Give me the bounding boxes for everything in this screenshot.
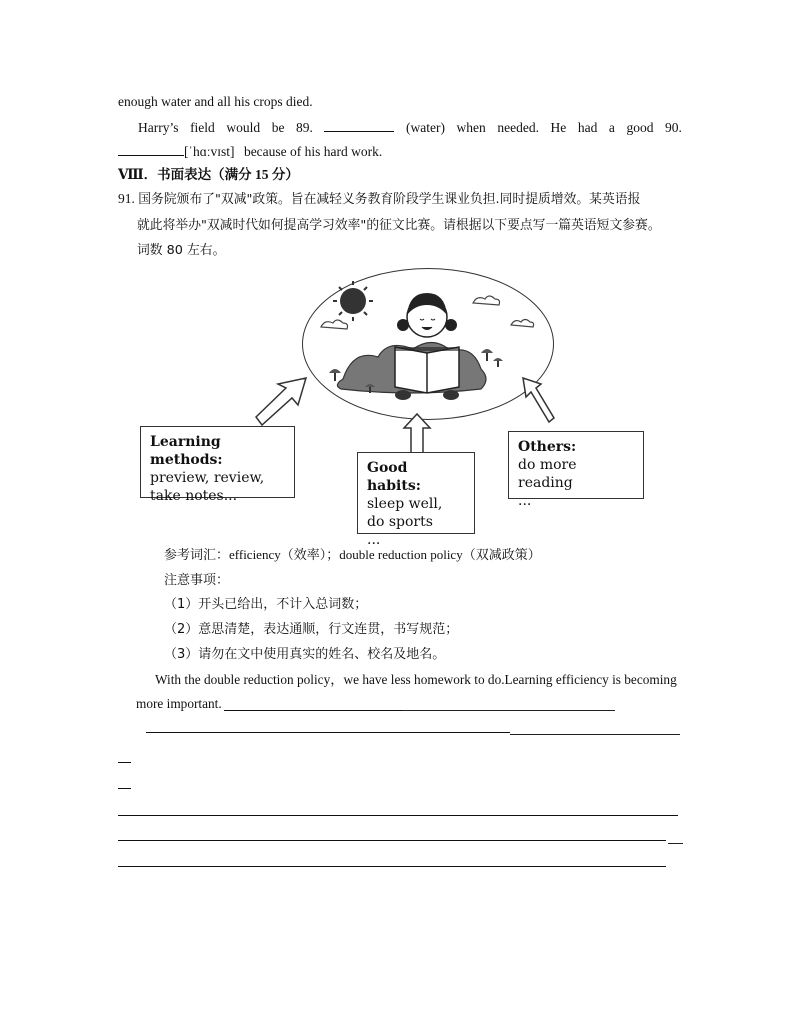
passage-word: needed. [497,120,539,135]
writing-line[interactable] [668,843,683,844]
vocab-line [164,546,541,564]
learning-methods-line-1: preview, review, [150,470,265,486]
passage-line-1-text: enough water and all his crops died. [118,94,313,109]
essay-start-line-2-text: more important. [136,696,222,711]
others-line-2: ... [518,493,532,509]
passage-word: good [626,120,654,135]
illustration-ellipse [302,268,554,420]
note-item-1-text: （1）开头已给出，不计入总词数； [164,597,368,612]
passage-word: Harry’s [138,120,179,135]
passage-word: had [577,120,598,135]
question-number-89: 89. [296,120,313,135]
girl-reading-illustration [303,269,551,417]
q91-line-1-text: 国务院颁布了"双减"政策。旨在减轻义务教育阶段学生课业负担.同时提质增效。某英语报 [138,192,641,207]
others-box [508,431,644,509]
passage-line-1 [118,93,313,111]
note-item-3 [164,645,445,664]
arrow-left-icon [256,378,306,425]
learning-methods-line-2: take notes... [150,488,238,504]
good-habits-box [357,452,475,548]
q91-line-3 [137,241,225,260]
essay-start-line-1-text: With the double reduction policy，we have less homework to do.Learning efficiency is becoming [155,672,677,687]
good-habits-line-1: sleep well, [367,496,443,512]
passage-word: a [608,120,615,135]
q91-line-2-text: 就此将举办"双减时代如何提高学习效率"的征文比赛。请根据以下要点写一篇英语短文参赛。 [137,218,661,233]
writing-line[interactable] [146,732,510,733]
writing-line[interactable] [118,815,678,816]
note-item-3-text: （3）请勿在文中使用真实的姓名、校名及地名。 [164,647,446,662]
others-heading: Others: [518,439,577,455]
passage-word: He [550,120,567,135]
sun-icon [333,281,373,321]
writing-line[interactable] [402,710,615,711]
q91-line-3-text: 词数 80 左右。 [137,243,226,258]
notes-heading-text: 注意事项： [164,573,230,588]
phonetic-hint: [ˈhɑːvɪst] [184,144,235,159]
writing-line[interactable] [224,710,402,711]
hint-word: (water) [406,120,445,135]
passage-word: be [271,120,285,135]
good-habits-heading: Good habits: [367,460,421,494]
passage-word: field [190,120,215,135]
answer-blank-90[interactable] [118,142,184,156]
answer-blank-89[interactable] [324,118,394,132]
writing-line[interactable] [118,866,666,867]
q91-line-2 [137,216,661,235]
writing-line[interactable] [118,762,131,763]
note-item-2-text: （2）意思清楚，表达通顺，行文连贯，书写规范； [164,622,459,637]
essay-start-line-1 [155,671,677,689]
passage-line-2 [138,118,682,137]
essay-start-line-2 [136,695,222,713]
writing-line[interactable] [510,734,680,735]
note-item-1 [164,595,367,614]
others-line-1: do more reading [518,457,577,491]
note-item-2 [164,620,458,639]
section-title-text: Ⅷ．书面表达（满分 15 分） [118,167,299,182]
section-title [118,166,299,184]
learning-methods-heading: Learning methods: [150,434,223,468]
passage-word: when [456,120,486,135]
q91-line-1 [118,190,640,209]
good-habits-line-3: ... [367,532,381,548]
q91-number: 91. [118,191,135,206]
passage-line-3-text: because of his hard work. [243,144,383,159]
writing-line[interactable] [118,788,131,789]
passage-word: would [226,120,261,135]
writing-line[interactable] [118,840,666,841]
passage-line-3 [118,142,382,161]
question-number-90: 90. [665,120,682,135]
good-habits-line-2: do sports [367,514,433,530]
vocab-text: 参考词汇：efficiency（效率）；double reduction policy（双减政策） [164,547,541,562]
learning-methods-box [140,426,295,504]
notes-heading [164,571,229,590]
